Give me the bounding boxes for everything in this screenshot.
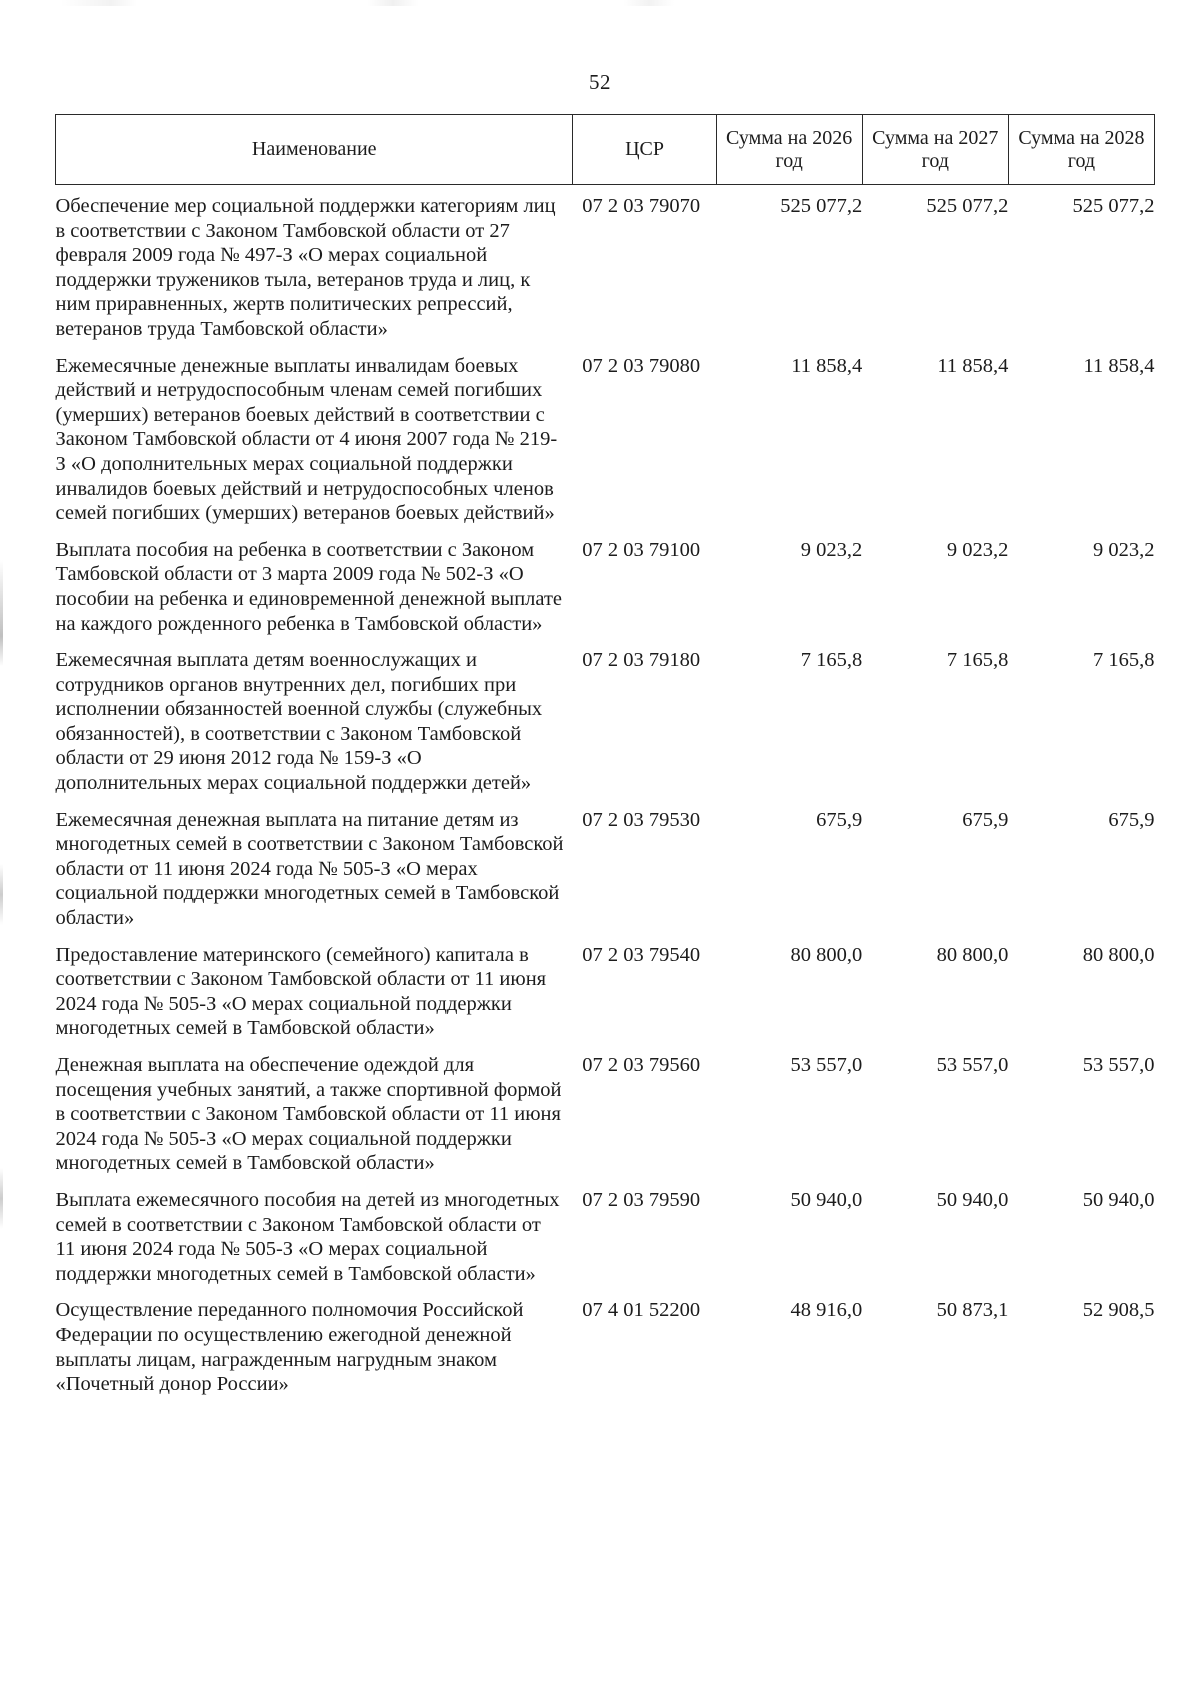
row-sum-2028: 7 165,8 [1093, 649, 1155, 672]
scan-edge [0, 560, 3, 1320]
header-sum-2026: Сумма на 2026 год [716, 115, 862, 185]
row-name: Ежемесячная денежная выплата на питание детям из многодетных семей в соответствии с Законом Тамбовской области от 11 июня 2024 года № 505-З «О мерах социальной поддержки многодетных семей в Тамбовской области» [55, 808, 564, 930]
table-row [56, 185, 1155, 354]
row-sum-2026: 80 800,0 [790, 943, 863, 966]
row-csr: 07 2 03 79560 [582, 1054, 701, 1076]
row-csr: 07 4 01 52200 [582, 1299, 701, 1322]
row-sum-2027: 50 940,0 [936, 1188, 1009, 1211]
row-sum-2027: 11 858,4 [937, 354, 1009, 377]
table-row [56, 354, 1155, 538]
row-sum-2028: 50 940,0 [1082, 1188, 1155, 1211]
row-sum-2027: 675,9 [962, 808, 1009, 831]
row-csr: 07 2 03 79540 [582, 943, 701, 966]
row-sum-2027: 525 077,2 [926, 195, 1009, 217]
row-sum-2028: 52 908,5 [1082, 1299, 1155, 1322]
header-sum-2028: Сумма на 2028 год [1008, 115, 1154, 185]
row-csr: 07 2 03 79530 [582, 808, 701, 831]
row-csr: 07 2 03 79590 [582, 1188, 701, 1211]
row-sum-2028: 11 858,4 [1083, 354, 1155, 377]
header-sum-2027: Сумма на 2027 год [862, 115, 1008, 185]
table-row [56, 1298, 1155, 1408]
row-name: Выплата пособия на ребенка в соответствии с Законом Тамбовской области от 3 марта 2009 года № 502-З «О пособии на ребенка и единовременной денежной выплате на каждого рожденного ребенка в Тамбовской области» [55, 538, 563, 635]
row-sum-2028: 80 800,0 [1082, 943, 1155, 966]
row-sum-2028: 675,9 [1108, 808, 1155, 831]
table-row [56, 943, 1155, 1053]
row-sum-2027: 53 557,0 [936, 1054, 1009, 1076]
table-header [56, 115, 1155, 185]
row-sum-2026: 53 557,0 [790, 1054, 863, 1076]
row-name: Обеспечение мер социальной поддержки категориям лиц в соответствии с Законом Тамбовской области от 27 февраля 2009 года № 497-З «О мерах социальной поддержки тружеников тыла, ветеранов труда и лиц, к ним приравненных, жертв политических репрессий, ветеранов труда Тамбовской области» [55, 195, 556, 340]
row-sum-2026: 11 858,4 [791, 354, 863, 377]
row-sum-2026: 675,9 [816, 808, 863, 831]
row-sum-2027: 80 800,0 [936, 943, 1009, 966]
row-name: Осуществление переданного полномочия Российской Федерации по осуществлению ежегодной денежной выплаты лицам, награжденным нагрудным знаком «Почетный донор России» [55, 1299, 524, 1396]
scan-artifact [60, 0, 700, 6]
row-sum-2028: 53 557,0 [1082, 1054, 1155, 1076]
row-sum-2027: 50 873,1 [936, 1299, 1009, 1322]
row-name: Предоставление материнского (семейного) капитала в соответствии с Законом Тамбовской области от 11 июня 2024 года № 505-З «О мерах социальной поддержки многодетных семей в Тамбовской области» [55, 943, 547, 1040]
table-row [56, 808, 1155, 943]
row-sum-2026: 50 940,0 [790, 1188, 863, 1211]
row-csr: 07 2 03 79080 [582, 354, 701, 377]
row-sum-2028: 525 077,2 [1072, 195, 1155, 217]
row-name: Денежная выплата на обеспечение одеждой для посещения учебных занятий, а также спортивной формой в соответствии с Законом Тамбовской области от 11 июня 2024 года № 505-З «О мерах социальной поддержки многодетных семей в Тамбовской области» [55, 1054, 562, 1175]
row-name: Ежемесячная выплата детям военнослужащих и сотрудников органов внутренних дел, погибших при исполнении обязанностей военной службы (служебных обязанностей), в соответствии с Законом Тамбовской области от 29 июня 2012 года № 159-З «О дополнительных мерах социальной поддержки детей» [55, 649, 543, 795]
row-csr: 07 2 03 79180 [582, 649, 701, 672]
header-csr: ЦСР [573, 115, 716, 185]
row-csr: 07 2 03 79100 [582, 538, 701, 561]
row-sum-2028: 9 023,2 [1093, 538, 1155, 561]
row-sum-2027: 9 023,2 [946, 538, 1009, 561]
table-row [56, 538, 1155, 648]
header-name: Наименование [56, 115, 573, 185]
table-row [56, 1188, 1155, 1298]
table-body [56, 185, 1155, 1409]
header-row [56, 115, 1155, 185]
row-sum-2026: 48 916,0 [790, 1299, 863, 1322]
row-sum-2027: 7 165,8 [946, 649, 1009, 672]
budget-table [55, 114, 1155, 1409]
row-sum-2026: 7 165,8 [800, 649, 863, 672]
row-sum-2026: 525 077,2 [780, 195, 863, 217]
table-row [56, 1053, 1155, 1188]
row-name: Выплата ежемесячного пособия на детей из многодетных семей в соответствии с Законом Тамбовской области от 11 июня 2024 года № 505-З «О мерах социальной поддержки многодетных семей в Тамбовской области» [55, 1188, 560, 1285]
row-csr: 07 2 03 79070 [582, 195, 701, 217]
page-number: 52 [589, 70, 611, 94]
table-row [56, 648, 1155, 808]
row-sum-2026: 9 023,2 [800, 538, 863, 561]
row-name: Ежемесячные денежные выплаты инвалидам боевых действий и нетрудоспособным членам семей погибших (умерших) ветеранов боевых действий в соответствии с Законом Тамбовской области от 4 июня 2007 года № 219-З «О дополнительных мерах социальной поддержки инвалидов боевых действий и нетрудоспособных членов семей погибших (умерших) ветеранов боевых действий» [55, 354, 558, 525]
